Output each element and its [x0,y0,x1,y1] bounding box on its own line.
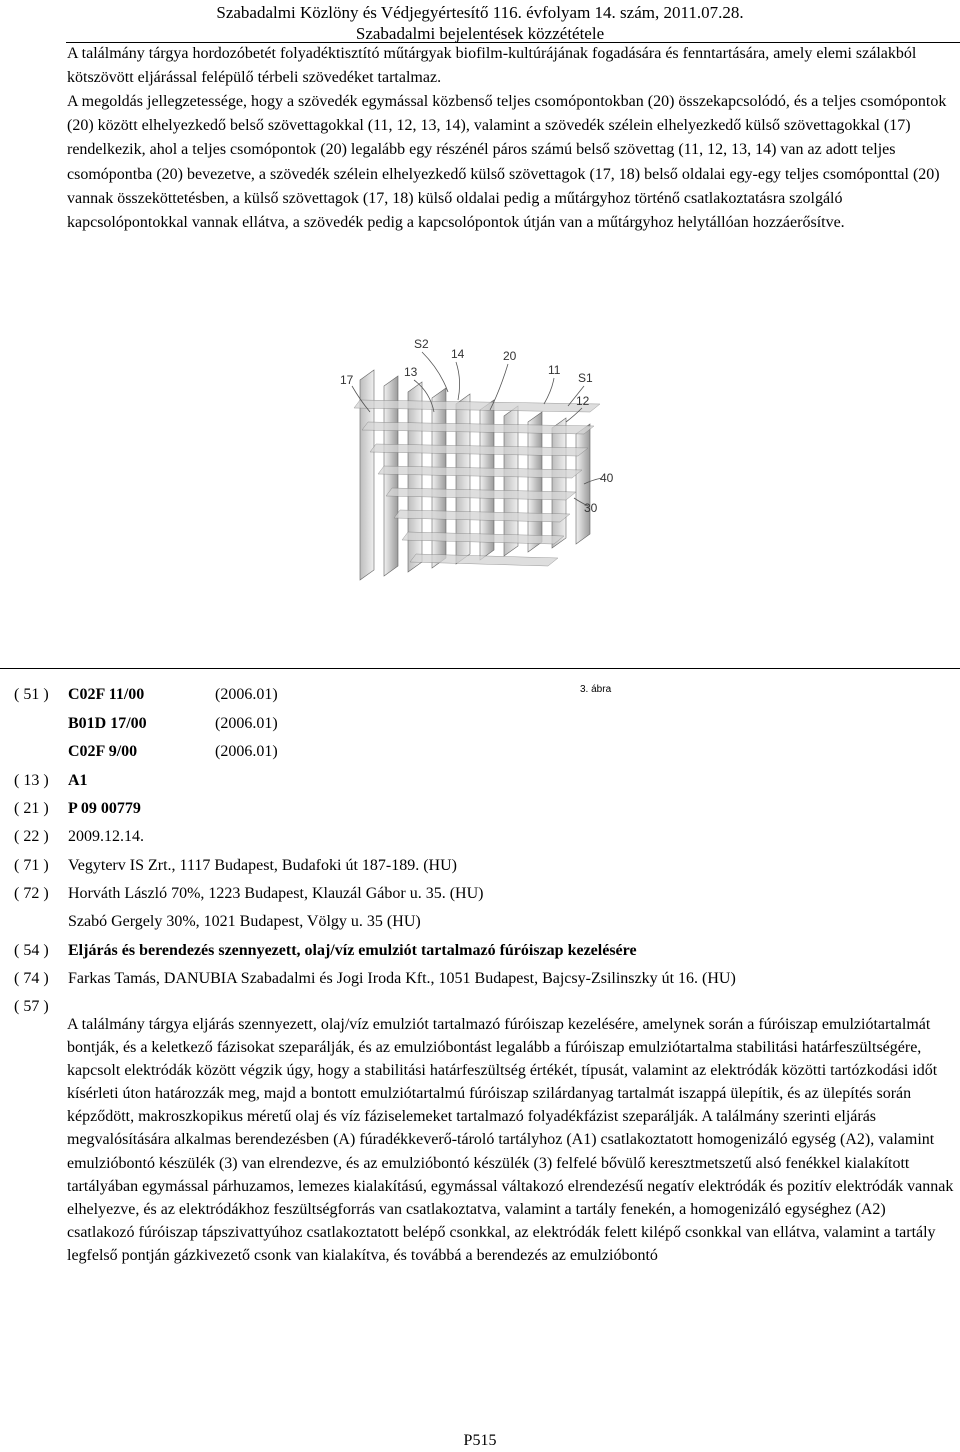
application-number: P 09 00779 [68,800,141,817]
lattice-fin [408,382,422,572]
section-title: Szabadalmi bejelentések közzététele [355,24,605,43]
kind-code: A1 [68,772,88,789]
inid-code: ( 74 ) [14,970,49,987]
ipc-date: (2006.01) [215,686,278,703]
figure-label: 17 [340,373,354,387]
lattice-fin [552,418,566,548]
figure-caption: 3. ábra [580,684,612,695]
figure-label: 12 [576,394,590,408]
invention-title: Eljárás és berendezés szennyezett, olaj/víz emulziót tartalmazó fúróiszap kezelésére [68,942,637,959]
figure-label: S2 [414,337,429,351]
inid-code: ( 21 ) [14,800,49,817]
page-header [0,0,960,44]
applicant: Vegyterv IS Zrt., 1117 Budapest, Budafoki út 187-189. (HU) [68,857,457,874]
figure-label: 40 [600,471,614,485]
biblio-divider [0,668,960,669]
prev-abstract-paragraph-1: A találmány tárgya hordozóbetét folyadéktisztító műtárgyak biofilm-kultúrájának fogadására és fenntartására, amely elemi szálakból kötszövött eljárással felépülő térbeli szövedéket tartalmaz. [67,45,917,87]
inid-code: ( 72 ) [14,885,49,902]
ipc-code: C02F 11/00 [68,686,145,703]
lattice-fin [576,424,590,544]
inid-code: ( 71 ) [14,857,49,874]
figure-label: 13 [404,365,418,379]
inid-code: ( 51 ) [14,686,49,703]
lattice-structure [354,370,600,580]
figure-label: 14 [451,347,465,361]
inid-code: ( 54 ) [14,942,49,959]
inid-code: ( 13 ) [14,772,49,789]
inventor: Szabó Gergely 30%, 1021 Budapest, Völgy u. 35 (HU) [68,913,421,930]
inventor: Horváth László 70%, 1223 Budapest, Klauzál Gábor u. 35. (HU) [68,885,484,902]
abstract-text: A találmány tárgya eljárás szennyezett, olaj/víz emulziót tartalmazó fúróiszap kezelésére, amelynek során a fúróiszap emulziótartalmát bontják, és a keletkező fázisokat szeparálják, és az emulzióbontást legalább a fúróiszap emulziótartalma stabilitási határfeszültségére, kapcsolt elektródák között végzik úgy, hogy a stabilitási határfeszültség értékét, típusát, valamint az elektródák közötti tartózkodási időt kísérleti úton határozzák meg, majd a bontott emulziótartalmú fúróiszap szilárdanyag tartalmát iszappá ülepítik, és az ülepítés során képződött, makroszkopikus méretű olaj és víz fáziselemeket tartalmazó folyadékfázist szeparálják. A találmány szerinti eljárás megvalósítására alkalmas berendezésben (A) fúradékkeverő-tároló tartályhoz (A1) csatlakoztatott homogenizáló egység (A2), valamint emulzióbontó készülék (3) van elrendezve, és az emulzióbontó készülék (3) felfelé bővülő keresztmetszetű alsó fenékkel kialakított tartályában egymással párhuzamos, lemezes kialakítású, egymással váltakozó elrendezésű negatív elektródák és pozitív elektródák vannak elhelyezve, és az elektródákhoz feszültségforrás van csatlakoztatva, valamint a tartály fenekén, a homogenizáló egységhez (A2) csatlakozó fúróiszap tápszivattyúhoz csatlakoztatott belépő csonkkal, az elektródák felett kilépő csonkkal van ellátva, valamint a tartály legfelső pontján gázkivezető csonk van kialakítva, és továbbá a berendezés az emulzióbontó [67,1016,954,1264]
attorney: Farkas Tamás, DANUBIA Szabadalmi és Jogi Iroda Kft., 1051 Budapest, Bajcsy-Zsilinszky út 16. (HU) [68,970,736,987]
figure-label: 11 [548,363,561,377]
figure-label: 30 [584,501,598,515]
figure-label: 20 [503,349,517,363]
ipc-date: (2006.01) [215,715,278,732]
figure-label: S1 [578,371,593,385]
inid-code: ( 22 ) [14,828,49,845]
ipc-date: (2006.01) [215,743,278,760]
journal-title: Szabadalmi Közlöny és Védjegyértesítő 116. évfolyam 14. szám, 2011.07.28. [216,3,744,22]
patent-figure-lattice [330,330,630,630]
ipc-code: B01D 17/00 [68,715,147,732]
filing-date: 2009.12.14. [68,828,144,845]
page-number: P515 [463,1432,497,1449]
prev-abstract-paragraph-2: A megoldás jellegzetessége, hogy a szövedék egymással közbenső teljes csomópontokban (20) összekapcsolódó, és a teljes csomópontok (20) között elhelyezkedő belső szövettagokkal (11, 12, 13, 14), valamint a szövedék szélein elhelyezkedő külső szövettagokkal (17) rendelkezik, ahol a teljes csomópontok (20) legalább egy részénél páros számú belső szövettag (11, 12, 13, 14) van az adott teljes csomópontba (20) bevezetve, a szövedék szélein elhelyezkedő külső szövettagok (17, 18) belső oldalai egy-egy teljes csomóponttal (20) vannak összeköttetésben, a külső szövettagok (17, 18) külső oldalai pedig a műtárgyhoz történő csatlakoztatásra szolgáló kapcsolópontokkal vannak ellátva, a szövedék pedig a kapcsolópontok útján van a műtárgyhoz helytállóan hozzáerősítve. [67,93,947,232]
ipc-code: C02F 9/00 [68,743,138,760]
inid-code: ( 57 ) [14,998,49,1015]
